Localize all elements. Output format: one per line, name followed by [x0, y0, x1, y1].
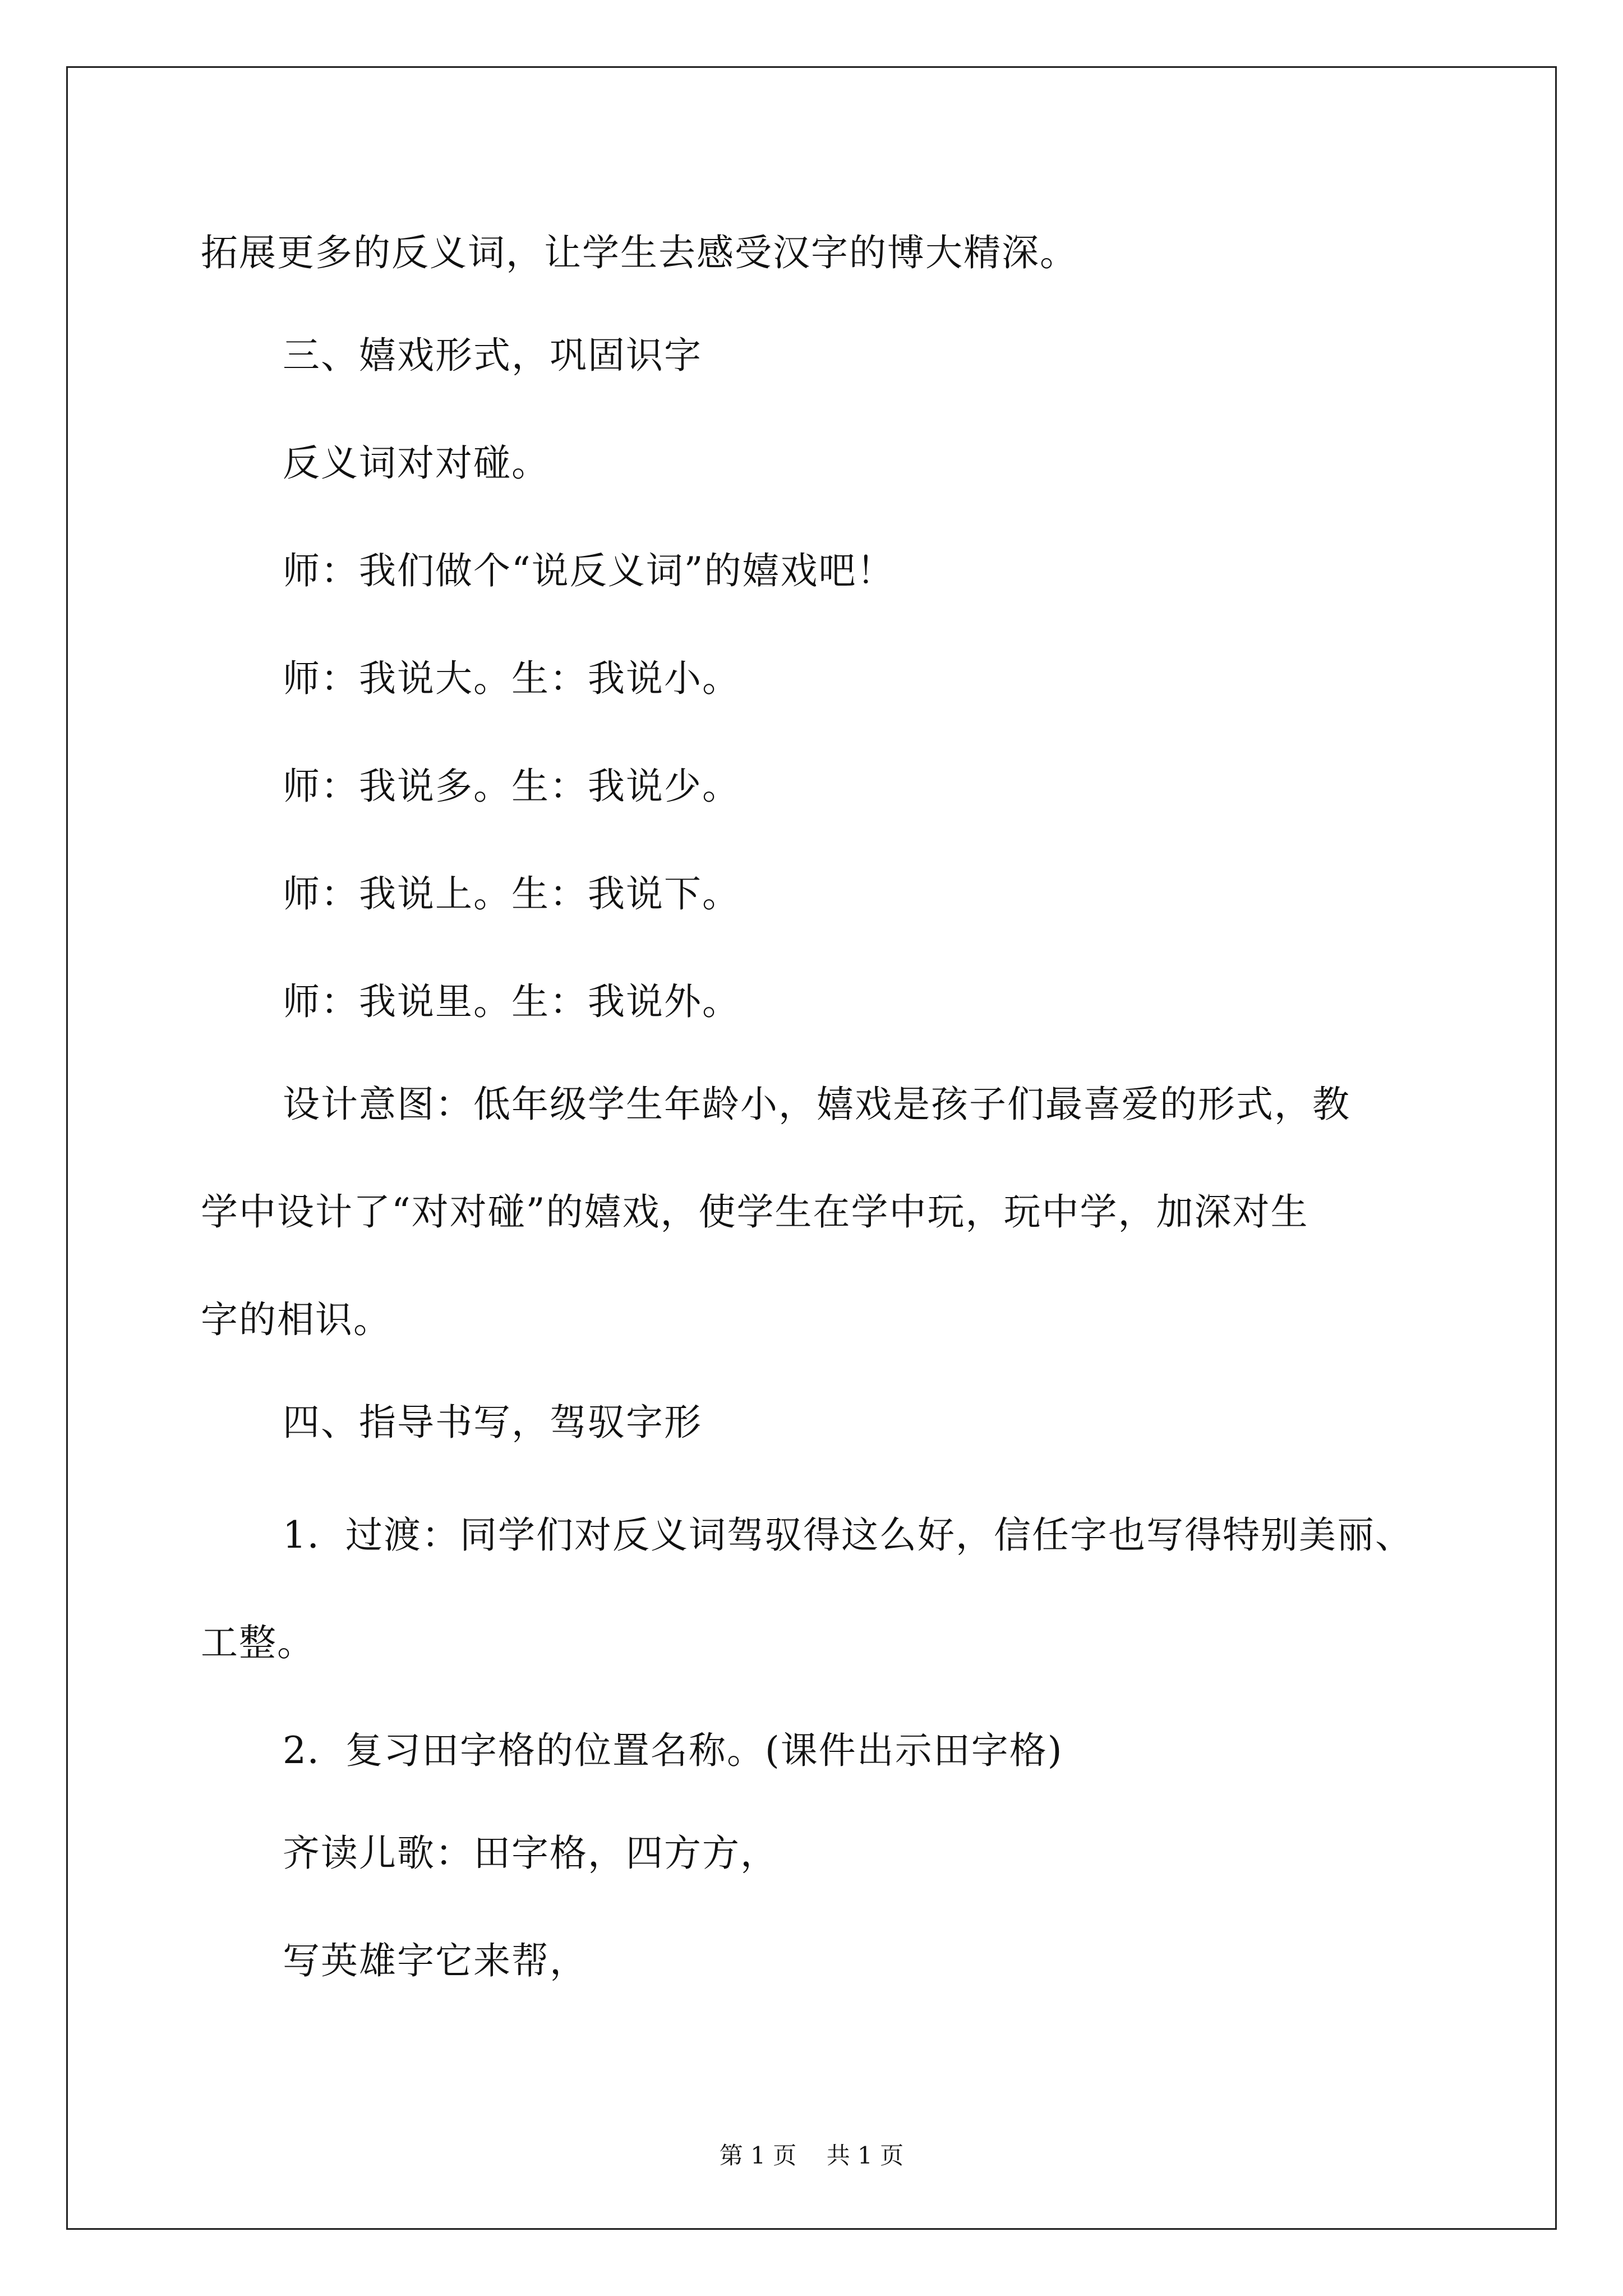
- design-intent-line-2: 学中设计了“对对碰”的嬉戏，使学生在学中玩，玩中学，加深对生: [201, 1190, 1309, 1234]
- rhyme-line-2: 写英雄字它来帮，: [283, 1939, 588, 1982]
- design-intent-line-3: 字的相识。: [201, 1298, 391, 1341]
- dialogue-line-4: 师：我说上。生：我说下。: [283, 872, 740, 915]
- section-heading-4: 四、指导书写，驾驭字形: [283, 1401, 702, 1444]
- section-heading-3: 三、嬉戏形式，巩固识字: [283, 334, 702, 377]
- step-2: 2．复习田字格的位置名称。(课件出示田字格): [283, 1729, 1063, 1772]
- dialogue-line-5: 师：我说里。生：我说外。: [283, 980, 740, 1023]
- step-1-line-2: 工整。: [201, 1621, 315, 1664]
- dialogue-line-2: 师：我说大。生：我说小。: [283, 657, 740, 700]
- page-border: [66, 66, 1557, 2230]
- paragraph-1: 拓展更多的反义词，让学生去感受汉字的博大精深。: [201, 231, 1078, 274]
- paragraph-2: 反义词对对碰。: [283, 441, 550, 485]
- rhyme-line-1: 齐读儿歌：田字格，四方方，: [283, 1832, 778, 1875]
- dialogue-line-3: 师：我说多。生：我说少。: [283, 765, 740, 808]
- design-intent-line-1: 设计意图：低年级学生年龄小，嬉戏是孩子们最喜爱的形式，教: [283, 1083, 1350, 1126]
- page-number-footer: 第 1 页 共 1 页: [719, 2142, 904, 2169]
- step-1-line-1: 1．过渡：同学们对反义词驾驭得这么好，信任字也写得特别美丽、: [283, 1513, 1413, 1557]
- dialogue-line-1: 师：我们做个“说反义词”的嬉戏吧！: [283, 549, 895, 592]
